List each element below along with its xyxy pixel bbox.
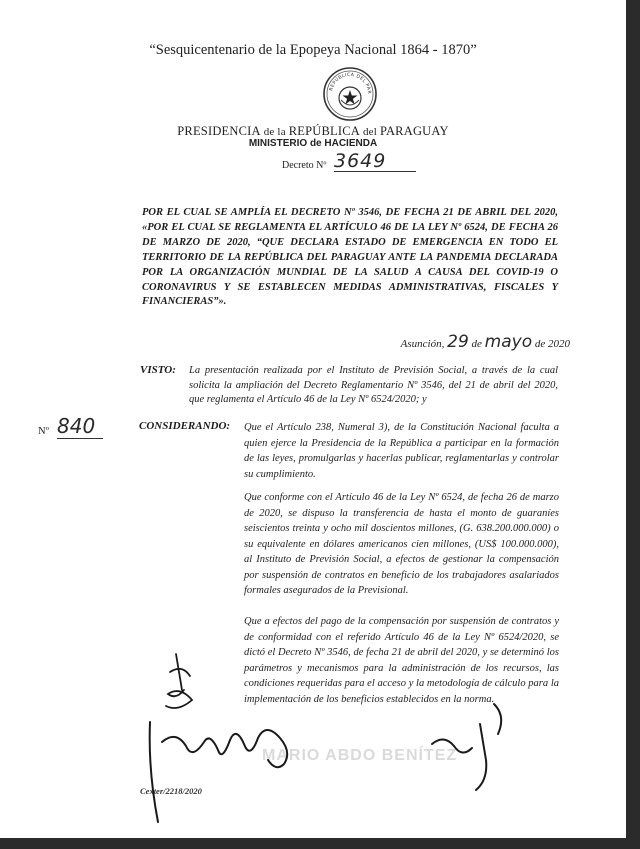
svg-text:REPÚBLICA DEL PARAGUAY	[322, 66, 372, 95]
presidency-word: PRESIDENCIA	[177, 124, 261, 138]
considerando-label: CONSIDERANDO:	[139, 420, 231, 432]
date-place: Asunción,	[400, 338, 445, 350]
date-year: de 2020	[534, 338, 570, 350]
considerando-paragraph-3: Que a efectos del pago de la compensación por suspensión de contratos y de conformidad con el referido Artículo 46 de la Ley Nº 6524/2020, se dictó el Decreto Nº 3546, de fecha 21 de abril del 2020, y se determinó los parámetros y mecanismos para la administración de los recursos, las condiciones requeridas para el acceso y la metodología de cálculo para la implementación de los beneficios establecidos en la norma.	[244, 616, 559, 705]
considerando-paragraph-1: Que el Artículo 238, Numeral 3), de la Constitución Nacional faculta a quien ejerce la Presidencia de la República a participar en la formación de las leyes, promulgarlas y hacerlas publicar, reglamentarlas y controlar su cumplimiento.	[244, 422, 559, 480]
decree-number: 3649	[334, 150, 416, 172]
presidency-connector-1: de la	[260, 126, 289, 138]
watermark-name: MARIO ABDO BENÍTEZ	[262, 747, 458, 764]
president-signature-icon	[150, 722, 288, 822]
decree-label: Decreto Nº	[282, 160, 327, 171]
considerando-paragraph-2: Que conforme con el Artículo 46 de la Ley Nº 6524, de fecha 26 de marzo de 2020, se dispuso la transferencia de hasta el monto de guaraníes seiscientos treinta y ocho mil doscientos millones, (G. 638.200.000.000) o su equivalente en dólares americanos cien millones, (US$ 100.000.000), al Instituto de Previsión Social, a efectos de gestionar la compensación por suspensión de contratos en beneficio de los trabajadores asalariados formales asegurados de la Previsional.	[244, 492, 559, 596]
minister-signature-icon	[432, 704, 501, 790]
presidency-connector-2: del	[360, 126, 380, 138]
scan-frame-right	[626, 0, 640, 849]
date-month: mayo	[484, 332, 533, 352]
republic-word: REPÚBLICA	[288, 124, 360, 138]
visto-text: La presentación realizada por el Instituto de Previsión Social, a través de la cual solicita la ampliación del Decreto Reglamentario Nº 3546, del 21 de abril del 2020, que reglamenta el Artículo 46 de la Ley Nº 6524/2020; y	[189, 365, 558, 405]
side-number-value: 840	[57, 414, 103, 439]
scan-frame-bottom	[0, 838, 640, 849]
visto-label: VISTO:	[140, 364, 176, 376]
initial-signature-icon	[166, 654, 192, 708]
national-seal-icon	[322, 66, 378, 122]
ministry-name: MINISTERIO de HACIENDA	[248, 138, 378, 149]
side-number-label: Nº	[38, 426, 49, 437]
header-motto: “Sesquicentenario de la Epopeya Nacional 1864 - 1870”	[149, 42, 477, 58]
date-day: 29	[447, 332, 469, 352]
paraguay-word: PARAGUAY	[379, 124, 449, 138]
reference-code: Cexter/2218/2020	[140, 786, 202, 796]
date-line	[401, 332, 570, 352]
decree-title: POR EL CUAL SE AMPLÍA EL DECRETO Nº 3546, DE FECHA 21 DE ABRIL DEL 2020, «POR EL CUAL SE REGLAMENTA EL ARTÍCULO 46 DE LA LEY Nº 6524, DE FECHA 26 DE MARZO DE 2020, “QUE DECLARA ESTADO DE EMERGENCIA EN TODO EL TERRITORIO DE LA REPÚBLICA DEL PARAGUAY ANTE LA PANDEMIA DECLARADA POR LA ORGANIZACIÓN MUNDIAL DE LA SALUD A CAUSA DEL COVID-19 O CORONAVIRUS Y SE ESTABLECEN MEDIDAS ADMINISTRATIVAS, FISCALES Y FINANCIERAS”».	[142, 207, 558, 308]
date-de: de	[471, 338, 482, 350]
seal-text: REPÚBLICA DEL PAR	[329, 72, 372, 95]
presidency-line	[0, 124, 626, 139]
